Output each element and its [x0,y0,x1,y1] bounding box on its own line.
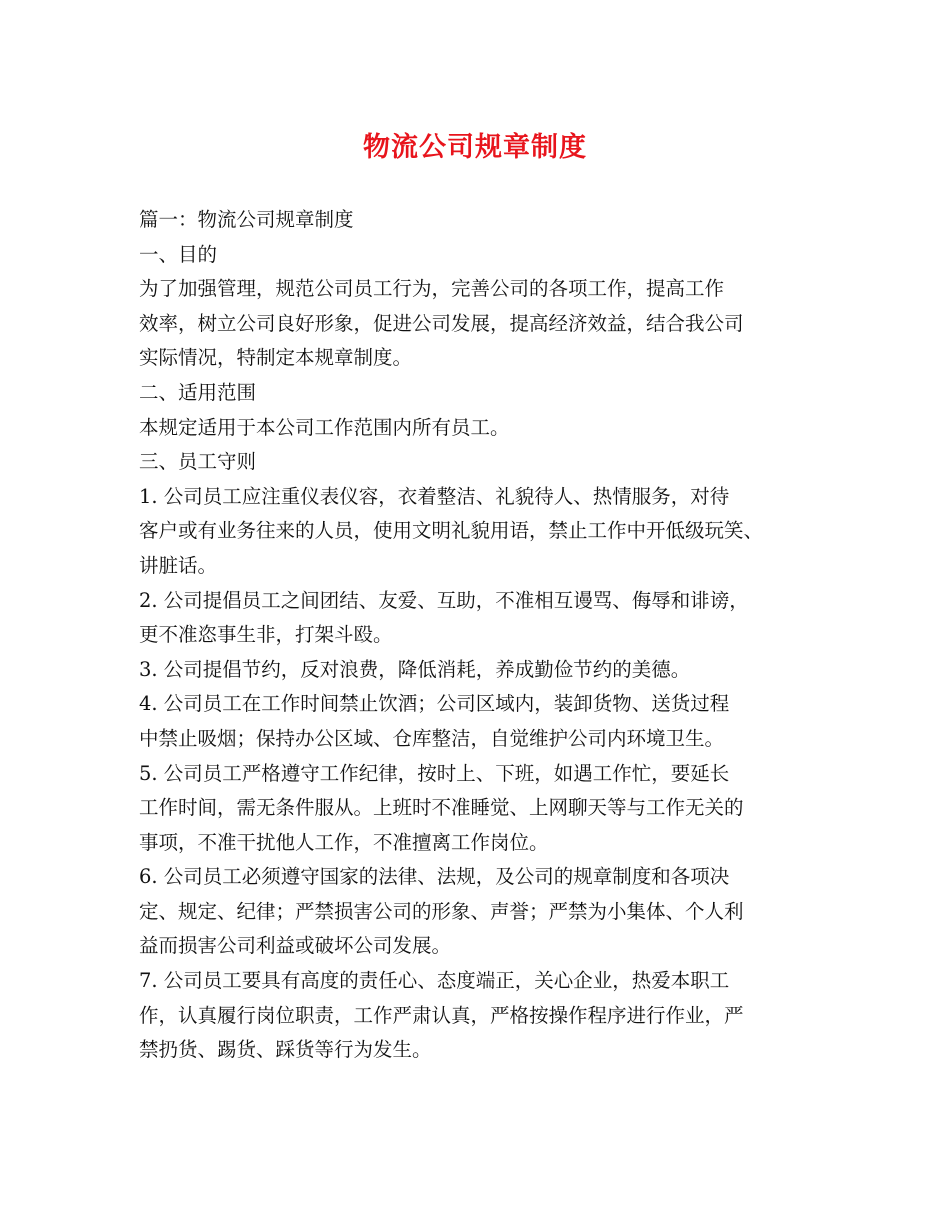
list-item-line: 客户或有业务往来的人员，使用文明礼貌用语，禁止工作中开低级玩笑、 [139,519,764,543]
list-item-line: 6. 公司员工必须遵守国家的法律、法规，及公司的规章制度和各项决 [139,865,730,889]
subsection-heading: 三、员工守则 [139,450,257,474]
list-item-line: 工作时间，需无条件服从。上班时不准睡觉、上网聊天等与工作无关的 [139,796,744,820]
subsection-heading: 一、目的 [139,242,218,266]
list-item-line: 事项，不准干扰他人工作，不准擅离工作岗位。 [139,830,549,854]
section-heading: 篇一：物流公司规章制度 [139,208,354,231]
list-item-line: 更不准恣事生非，打架斗殴。 [139,623,393,647]
list-item-line: 中禁止吸烟；保持办公区域、仓库整洁，自觉维护公司内环境卫生。 [139,726,725,750]
list-item-line: 2. 公司提倡员工之间团结、友爱、互助，不准相互谩骂、侮辱和诽谤， [139,588,749,612]
list-item-line: 4. 公司员工在工作时间禁止饮酒；公司区域内，装卸货物、送货过程 [139,692,730,716]
paragraph-line: 本规定适用于本公司工作范围内所有员工。 [139,415,510,439]
list-item-line: 益而损害公司利益或破坏公司发展。 [139,934,452,958]
list-item-line: 3. 公司提倡节约，反对浪费，降低消耗，养成勤俭节约的美德。 [139,657,691,681]
document-title: 物流公司规章制度 [363,132,587,163]
list-item-line: 讲脏话。 [139,553,218,577]
subsection-heading: 二、适用范围 [139,380,257,404]
paragraph-line: 为了加强管理，规范公司员工行为，完善公司的各项工作，提高工作 [139,277,725,301]
paragraph-line: 实际情况，特制定本规章制度。 [139,346,413,370]
list-item-line: 7. 公司员工要具有高度的责任心、态度端正，关心企业，热爱本职工 [139,969,730,993]
list-item-line: 禁扔货、踢货、踩货等行为发生。 [139,1038,432,1062]
list-item-line: 5. 公司员工严格遵守工作纪律，按时上、下班，如遇工作忙，要延长 [139,761,730,785]
list-item-line: 1. 公司员工应注重仪表仪容，衣着整洁、礼貌待人、热情服务，对待 [139,484,730,508]
list-item-line: 定、规定、纪律；严禁损害公司的形象、声誉；严禁为小集体、个人利 [139,899,744,923]
list-item-line: 作，认真履行岗位职责，工作严肃认真，严格按操作程序进行作业，严 [139,1003,744,1027]
document-body [139,203,814,1068]
paragraph-line: 效率，树立公司良好形象，促进公司发展，提高经济效益，结合我公司 [139,311,744,335]
